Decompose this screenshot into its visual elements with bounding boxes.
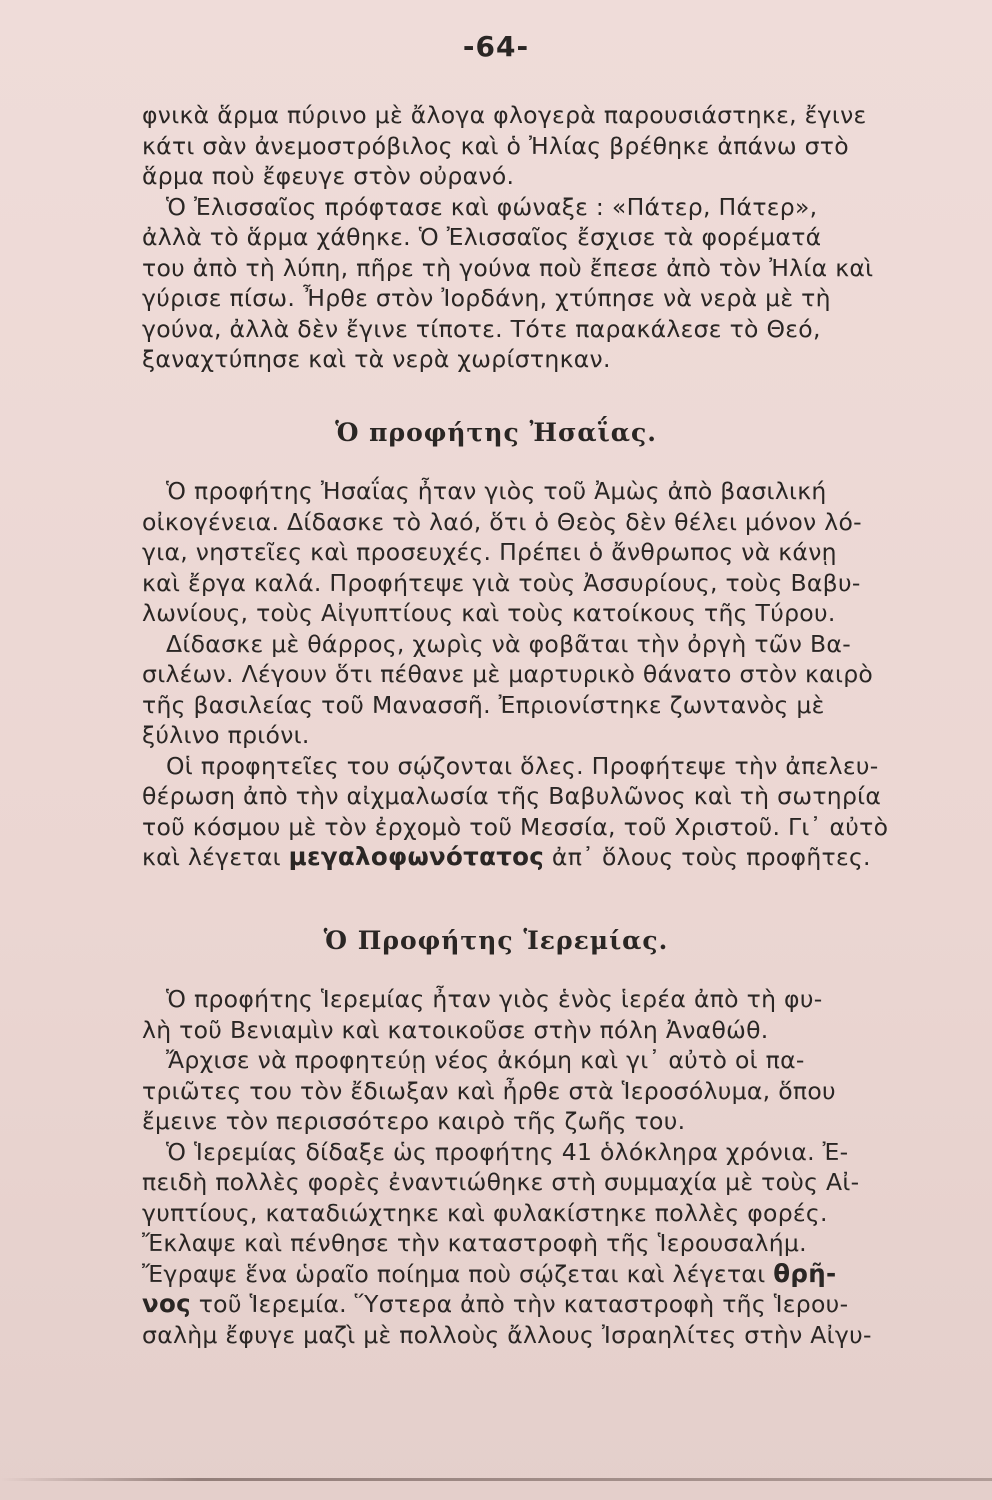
text-line: Ὁ προφήτης Ἠσαΐας ἦταν γιὸς τοῦ Ἀμὼς ἀπὸ βασιλική	[166, 477, 827, 505]
text-line: για, νηστεῖες καὶ προσευχές. Πρέπει ὁ ἄνθρωπος νὰ κάνῃ	[142, 538, 837, 566]
text-line-with-emphasis	[142, 842, 938, 873]
text-line: του ἀπὸ τὴ λύπη, πῆρε τὴ γούνα ποὺ ἔπεσε ἀπὸ τὸν Ἠλία καὶ	[142, 253, 874, 282]
text-line: λὴ τοῦ Βενιαμὶν καὶ κατοικοῦσε στὴν πόλη Ἀναθώθ.	[142, 1015, 769, 1044]
text-line: θέρωση ἀπὸ τὴν αἰχμαλωσία τῆς Βαβυλῶνος καὶ τὴ σωτηρία	[142, 782, 882, 810]
section-heading-isaiah: Ὁ προφήτης Ἠσαΐας.	[335, 418, 657, 447]
text-line: οἰκογένεια. Δίδασκε τὸ λαό, ὅτι ὁ Θεὸς δὲν θέλει μόνον λό-	[142, 507, 862, 536]
text-line: τοῦ κόσμου μὲ τὸν ἐρχομὸ τοῦ Μεσσία, τοῦ Χριστοῦ. Γι᾿ αὐτὸ	[142, 812, 889, 841]
text-line-with-emphasis	[142, 1289, 938, 1320]
text-line: λωνίους, τοὺς Αἰγυπτίους καὶ τοὺς κατοίκους τῆς Τύρου.	[142, 599, 836, 627]
text-fragment: ἀπ᾿ ὅλους τοὺς προφῆτες.	[551, 843, 871, 871]
emphasized-word: θρῆ-	[773, 1258, 837, 1288]
text-line: Ἔκλαψε καὶ πένθησε τὴν καταστροφὴ τῆς Ἱερουσαλήμ.	[142, 1229, 807, 1257]
text-line: καὶ ἔργα καλά. Προφήτεψε γιὰ τοὺς Ἀσσυρίους, τοὺς Βαβυ-	[142, 568, 861, 597]
section-heading-jeremiah: Ὁ Προφήτης Ἱερεμίας.	[323, 926, 669, 955]
text-line: Ὁ προφήτης Ἱερεμίας ἦταν γιὸς ἑνὸς ἱερέα ἀπὸ τὴ φυ-	[166, 985, 823, 1013]
text-line: φνικὰ ἅρμα πύρινο μὲ ἄλογα φλογερὰ παρουσιάστηκε, ἔγινε	[142, 101, 867, 129]
page-number: -64-	[462, 30, 530, 63]
text-line: γύρισε πίσω. Ἦρθε στὸν Ἰορδάνη, χτύπησε νὰ νερὰ μὲ τὴ	[142, 284, 831, 312]
text-line: Οἱ προφητεῖες του σῴζονται ὅλες. Προφήτεψε τὴν ἀπελευ-	[166, 751, 879, 780]
text-line: Δίδασκε μὲ θάρρος, χωρὶς νὰ φοβᾶται τὴν ὀργὴ τῶν Βα-	[166, 629, 851, 658]
text-line: σιλέων. Λέγουν ὅτι πέθανε μὲ μαρτυρικὸ θάνατο στὸν καιρὸ	[142, 660, 874, 688]
text-fragment: Ἔγραψε ἕνα ὡραῖο ποίημα ποὺ σῴζεται καὶ λέγεται	[142, 1259, 766, 1288]
text-line: σαλὴμ ἔφυγε μαζὶ μὲ πολλοὺς ἄλλους Ἰσραηλίτες στὴν Αἰγυ-	[142, 1320, 872, 1349]
paragraph-elijah-ending	[142, 100, 938, 375]
emphasized-word: μεγαλοφωνότατος	[288, 842, 545, 871]
text-line-with-emphasis	[142, 1259, 938, 1290]
emphasized-word: νος	[142, 1289, 191, 1318]
text-line: κάτι σὰν ἀνεμοστρόβιλος καὶ ὁ Ἠλίας βρέθηκε ἀπάνω στὸ	[142, 131, 849, 160]
text-line: ἀλλὰ τὸ ἅρμα χάθηκε. Ὁ Ἐλισσαῖος ἔσχισε τὰ φορέματά	[142, 223, 822, 251]
paragraph-jeremiah	[142, 984, 938, 1350]
text-line: Ὁ Ἱερεμίας δίδαξε ὡς προφήτης 41 ὁλόκληρα χρόνια. Ἐ-	[166, 1137, 849, 1166]
text-line: ἔμεινε τὸν περισσότερο καιρὸ τῆς ζωῆς του.	[142, 1107, 686, 1135]
text-line: Ὁ Ἐλισσαῖος πρόφτασε καὶ φώναξε : «Πάτερ, Πάτερ»,	[166, 192, 818, 221]
text-line: ἅρμα ποὺ ἔφευγε στὸν οὐρανό.	[142, 162, 515, 190]
paragraph-isaiah	[142, 476, 938, 873]
text-line: ξύλινο πριόνι.	[142, 721, 310, 749]
text-fragment: καὶ λέγεται	[142, 843, 281, 871]
page-edge-shadow	[0, 1478, 992, 1481]
text-line: γούνα, ἀλλὰ δὲν ἔγινε τίποτε. Τότε παρακάλεσε τὸ Θεό,	[142, 314, 821, 343]
text-line: γυπτίους, καταδιώχτηκε καὶ φυλακίστηκε πολλὲς φορές.	[142, 1198, 828, 1227]
text-line: τῆς βασιλείας τοῦ Μανασσῆ. Ἐπριονίστηκε ζωντανὸς μὲ	[142, 690, 825, 719]
text-line: πειδὴ πολλὲς φορὲς ἐναντιώθηκε στὴ συμμαχία μὲ τοὺς Αἰ-	[142, 1168, 860, 1196]
text-fragment: τοῦ Ἱερεμία. Ὕστερα ἀπὸ τὴν καταστροφὴ τῆς Ἱερου-	[198, 1290, 849, 1318]
text-line: ξαναχτύπησε καὶ τὰ νερὰ χωρίστηκαν.	[142, 345, 611, 373]
text-line: Ἄρχισε νὰ προφητεύῃ νέος ἀκόμη καὶ γι᾿ αὐτὸ οἱ πα-	[166, 1046, 805, 1074]
text-line: τριῶτες του τὸν ἔδιωξαν καὶ ἦρθε στὰ Ἱεροσόλυμα, ὅπου	[142, 1076, 836, 1105]
